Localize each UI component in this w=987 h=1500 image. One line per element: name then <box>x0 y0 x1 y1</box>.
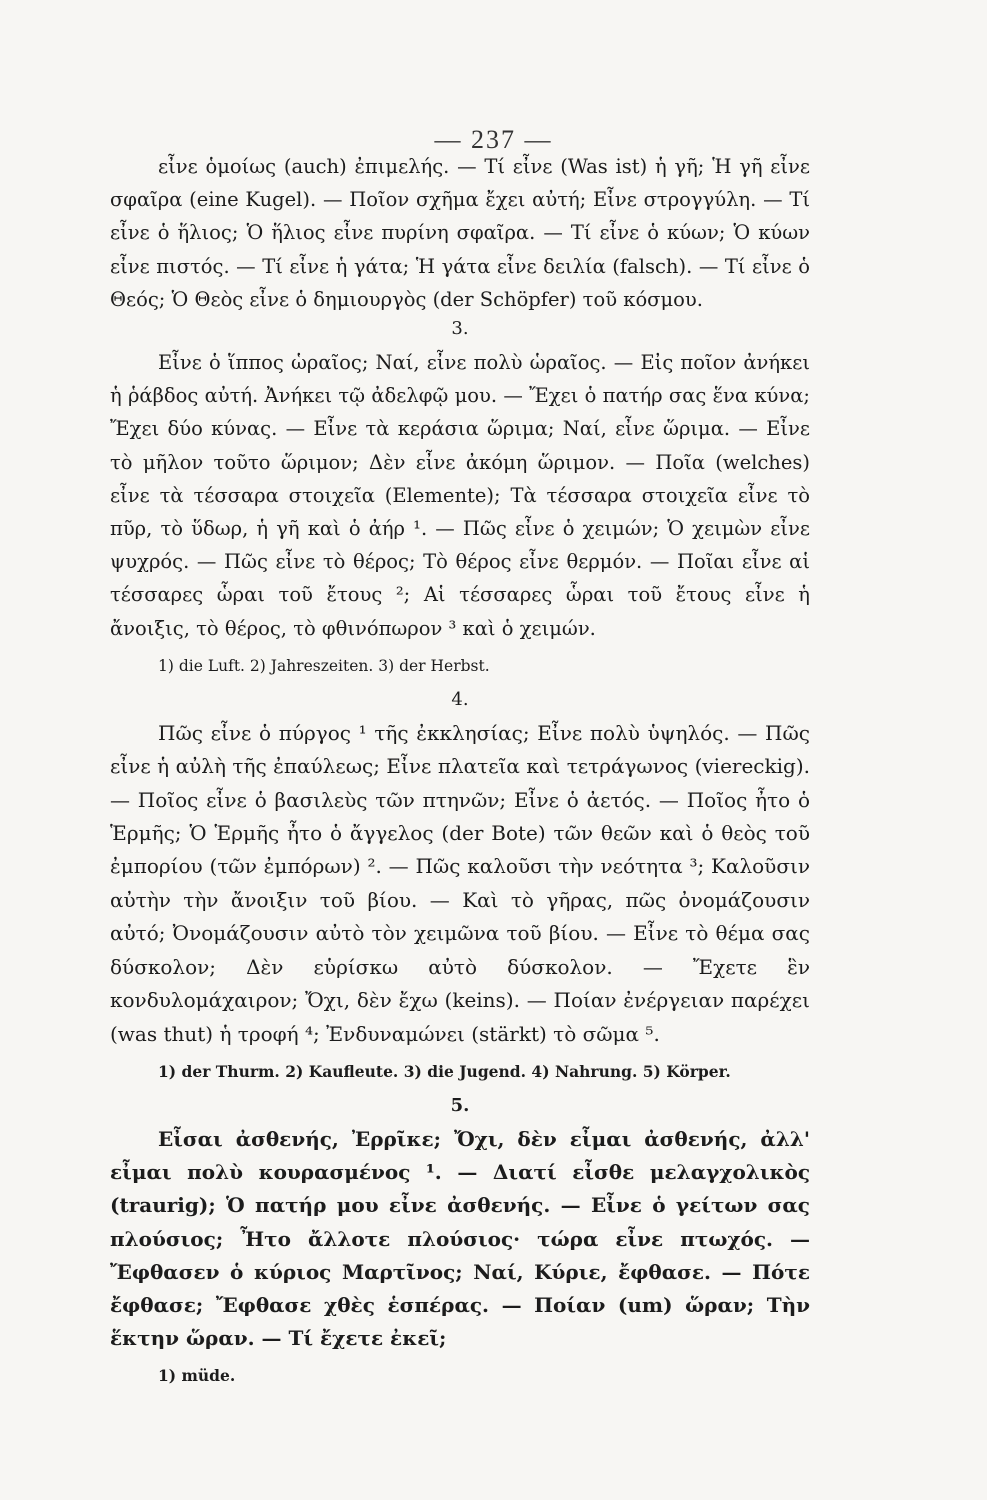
footnotes: 1) der Thurm. 2) Kaufleute. 3) die Jugend. 4) Nahrung. 5) Körper. <box>158 1061 731 1081</box>
page-number: — 237 — <box>434 125 553 154</box>
section-3 <box>110 316 810 681</box>
page-body <box>110 150 810 1397</box>
section-text: Εἶνε ὁ ἵππος ὡραῖος; Ναί, εἶνε πολὺ ὡραῖος. — Εἰς ποῖον ἀνήκει ἡ ῥάβδος αὐτή. Ἀνήκει τῷ ἀδελφῷ μου. — Ἔχει ὁ πατήρ σας ἕνα κύνα; Ἔχει δύο κύνας. — Εἶνε τὰ κεράσια ὥριμα; Ναί, εἶνε ὥριμα. — Εἶνε τὸ μῆλον τοῦτο ὥριμον; Δὲν εἶνε ἀκόμη ὥριμον. — Ποῖα (welches) εἶνε τὰ τέσσαρα στοιχεῖα (Elemente); Τὰ τέσσαρα στοιχεῖα εἶνε τὸ πῦρ, τὸ ὕδωρ, ἡ γῆ καὶ ὁ ἀήρ ¹. — Πῶς εἶνε ὁ χειμών; Ὁ χειμὼν εἶνε ψυχρός. — Πῶς εἶνε τὸ θέρος; Τὸ θέρος εἶνε θερμόν. — Ποῖαι εἶνε αἱ τέσσαρες ὧραι τοῦ ἔτους ²; Αἱ τέσσαρες ὧραι τοῦ ἔτους εἶνε ἡ ἄνοιξις, τὸ θέρος, τὸ φθινόπωρον ³ καὶ ὁ χειμών. <box>110 351 810 640</box>
footnotes: 1) die Luft. 2) Jahreszeiten. 3) der Herbst. <box>158 656 490 675</box>
section-4 <box>110 687 810 1087</box>
section-number: 4. <box>451 688 469 710</box>
footnotes: 1) müde. <box>158 1366 236 1386</box>
section-number: 3. <box>451 318 469 340</box>
section-5 <box>110 1093 810 1391</box>
section-number: 5. <box>450 1094 470 1116</box>
intro-paragraph: εἶνε ὁμοίως (auch) ἐπιμελής. — Τί εἶνε (Was ist) ἡ γῆ; Ἡ γῆ εἶνε σφαῖρα (eine Kugel). — Ποῖον σχῆμα ἔχει αὐτή; Εἶνε στρογγύλη. — Τί εἶνε ὁ ἥλιος; Ὁ ἥλιος εἶνε πυρίνη σφαῖρα. — Τί εἶνε ὁ κύων; Ὁ κύων εἶνε πιστός. — Τί εἶνε ἡ γάτα; Ἡ γάτα εἶνε δειλία (falsch). — Τί εἶνε ὁ Θεός; Ὁ Θεὸς εἶνε ὁ δημιουργὸς (der Schöpfer) τοῦ κόσμου. <box>110 155 810 311</box>
section-text: Πῶς εἶνε ὁ πύργος ¹ τῆς ἐκκλησίας; Εἶνε πολὺ ὑψηλός. — Πῶς εἶνε ἡ αὐλὴ τῆς ἐπαύλεως; Εἶνε πλατεῖα καὶ τετράγωνος (viereckig). — Ποῖος εἶνε ὁ βασιλεὺς τῶν πτηνῶν; Εἶνε ὁ ἀετός. — Ποῖος ἦτο ὁ Ἑρμῆς; Ὁ Ἑρμῆς ἦτο ὁ ἄγγελος (der Bote) τῶν θεῶν καὶ ὁ θεὸς τοῦ ἐμπορίου (τῶν ἐμπόρων) ². — Πῶς καλοῦσι τὴν νεότητα ³; Καλοῦσιν αὐτὴν τὴν ἄνοιξιν τοῦ βίου. — Καὶ τὸ γῆρας, πῶς ὀνομάζουσιν αὐτό; Ὀνομάζουσιν αὐτὸ τὸν χειμῶνα τοῦ βίου. — Εἶνε τὸ θέμα σας δύσκολον; Δὲν εὑρίσκω αὐτὸ δύσκολον. — Ἔχετε ἓν κονδυλομάχαιρον; Ὄχι, δὲν ἔχω (keins). — Ποίαν ἐνέργειαν παρέχει (was thut) ἡ τροφή ⁴; Ἐνδυναμώνει (stärkt) τὸ σῶμα ⁵. <box>110 720 810 1046</box>
section-text: Εἶσαι ἀσθενής, Ἐρρῖκε; Ὄχι, δὲν εἶμαι ἀσθενής, ἀλλ' εἶμαι πολὺ κουρασμένος ¹. — Διατί εἶσθε μελαγχολικὸς (traurig); Ὁ πατήρ μου εἶνε ἀσθενής. — Εἶνε ὁ γείτων σας πλούσιος; Ἦτο ἄλλοτε πλούσιος· τώρα εἶνε πτωχός. — Ἔφθασεν ὁ κύριος Μαρτῖνος; Ναί, Κύριε, ἔφθασε. — Πότε ἔφθασε; Ἔφθασε χθὲς ἑσπέρας. — Ποίαν (um) ὥραν; Τὴν ἕκτην ὥραν. — Τί ἔχετε ἐκεῖ; <box>110 1126 810 1351</box>
